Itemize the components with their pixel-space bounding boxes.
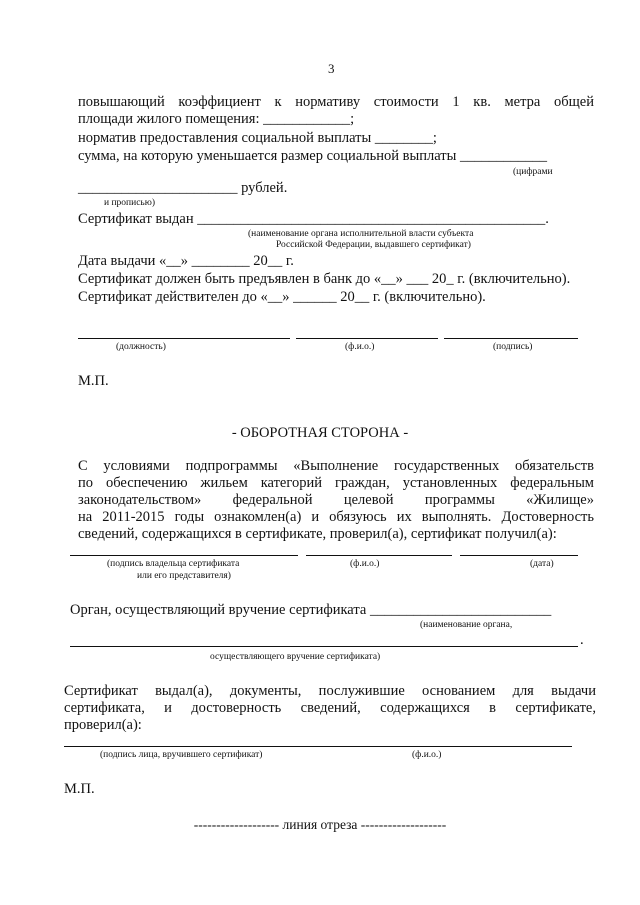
conditions-line-5: сведений, содержащихся в сертификате, проверил(а), сертификат получил(а): <box>78 526 557 542</box>
organ-line-end: . <box>580 632 584 648</box>
issuer-line-3: проверил(а): <box>64 717 142 733</box>
words-caption: и прописью) <box>104 198 156 208</box>
owner-date-caption: (дата) <box>530 559 554 569</box>
issued-by-line: Сертификат выдан ________________________________________________. <box>78 211 549 227</box>
reduction-line: сумма, на которую уменьшается размер социальной выплаты ____________ <box>78 148 547 164</box>
signature-caption: (подпись) <box>493 342 533 352</box>
bank-deadline-line: Сертификат должен быть предъявлен в банк до «__» ___ 20_ г. (включительно). <box>78 271 571 287</box>
conditions-line-3: законодательством» федеральной целевой программы «Жилище» <box>78 492 594 508</box>
conditions-line-2: по обеспечению жильем категорий граждан, установленных федеральным <box>78 475 594 491</box>
owner-date-line <box>460 555 578 556</box>
issuing-organ-line: Орган, осуществляющий вручение сертификата _________________________ <box>70 602 552 618</box>
signature-line <box>444 338 578 339</box>
validity-line: Сертификат действителен до «__» ______ 20__ г. (включительно). <box>78 289 486 305</box>
conditions-line-1: С условиями подпрограммы «Выполнение государственных обязательств <box>78 458 594 474</box>
issuer-signature-line <box>64 746 572 747</box>
owner-signature-caption-2: или его представителя) <box>137 571 231 581</box>
conditions-line-4: на 2011-2015 годы ознакомлен(а) и обязуюсь их выполнять. Достоверность <box>78 509 594 525</box>
position-line <box>78 338 290 339</box>
rubles-line: ______________________ рублей. <box>78 180 288 196</box>
issuer-line-2: сертификата, и достоверность сведений, содержащихся в сертификате, <box>64 700 596 716</box>
owner-fio-line <box>306 555 452 556</box>
page-number: 3 <box>328 61 335 76</box>
owner-signature-line <box>70 555 298 556</box>
issuer-line-1: Сертификат выдал(а), документы, послужившие основанием для выдачи <box>64 683 596 699</box>
issuer-signature-caption: (подпись лица, вручившего сертификат) <box>100 750 263 760</box>
digits-caption: (цифрами <box>513 167 553 177</box>
owner-signature-caption-1: (подпись владельца сертификата <box>107 559 240 569</box>
organ-name-line <box>70 646 578 647</box>
reverse-heading: - ОБОРОТНАЯ СТОРОНА - <box>231 425 409 441</box>
organ-caption-2: осуществляющего вручение сертификата) <box>210 652 381 662</box>
organ-caption-1: (наименование органа, <box>420 620 513 630</box>
stamp-place-2: М.П. <box>64 781 95 797</box>
issuer-fio-caption: (ф.и.о.) <box>412 750 442 760</box>
issuer-caption-1: (наименование органа исполнительной власти субъекта <box>248 229 474 239</box>
coefficient-line: повышающий коэффициент к нормативу стоимости 1 кв. метра общей <box>78 94 594 110</box>
area-line: площади жилого помещения: ____________; <box>78 111 355 127</box>
owner-fio-caption: (ф.и.о.) <box>350 559 380 569</box>
issue-date-line: Дата выдачи «__» ________ 20__ г. <box>78 253 294 269</box>
fio-line <box>296 338 438 339</box>
cut-line: ------------------- линия отреза ------------------- <box>193 817 447 832</box>
norm-line: норматив предоставления социальной выплаты ________; <box>78 130 437 146</box>
position-caption: (должность) <box>116 342 166 352</box>
fio-caption: (ф.и.о.) <box>345 342 375 352</box>
issuer-caption-2: Российской Федерации, выдавшего сертификат) <box>276 240 471 250</box>
stamp-place-1: М.П. <box>78 373 109 389</box>
